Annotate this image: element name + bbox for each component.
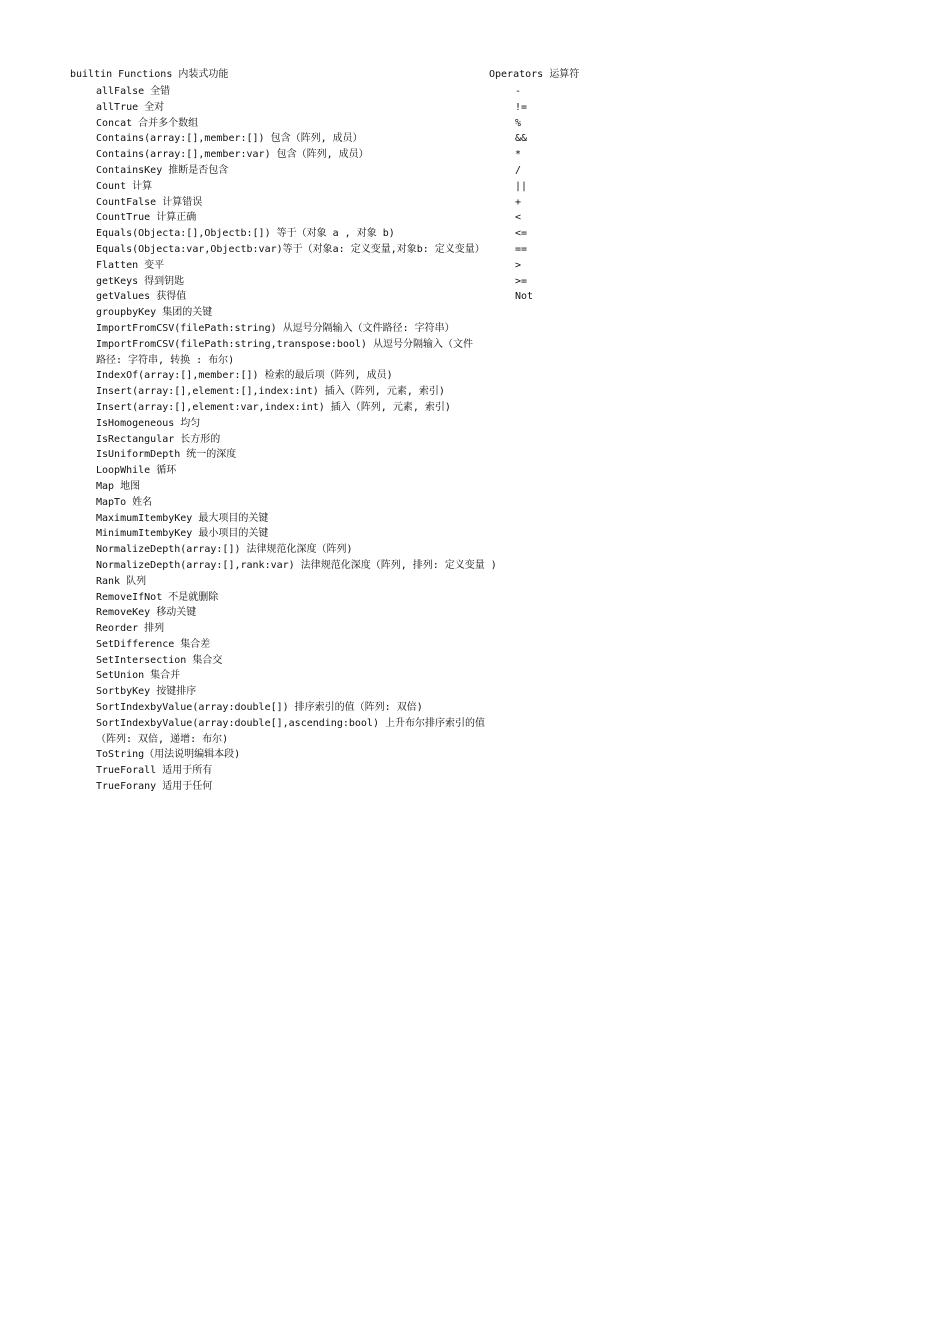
operator-list-item: || (515, 180, 528, 192)
function-list-item: IsRectangular 长方形的 (96, 433, 221, 445)
operator-list-item: == (515, 243, 528, 255)
function-list-item: allTrue 全对 (96, 101, 165, 113)
operator-list-item: >= (515, 275, 528, 287)
function-list-item: RemoveKey 移动关键 (96, 607, 197, 619)
operator-list-item: Not (515, 291, 534, 303)
function-list-item: RemoveIfNot 不是就删除 (96, 591, 219, 603)
function-list-item: Contains(array:[],member:[]) 包含（阵列, 成员） (96, 133, 363, 145)
function-list-item: Flatten 变平 (96, 259, 165, 271)
function-list-item: groupbyKey 集团的关键 (96, 307, 213, 319)
operator-list-item: % (515, 117, 522, 129)
function-list-item: TrueForany 适用于任何 (96, 781, 213, 793)
function-list-item: Equals(Objecta:[],Objectb:[]) 等于（对象 a , 对象 b) (96, 228, 395, 240)
operator-list-item: + (515, 196, 522, 208)
function-list-item: SetUnion 集合并 (96, 670, 181, 682)
function-list-item: （阵列: 双倍, 递增: 布尔) (96, 733, 229, 745)
function-list-item: allFalse 全错 (96, 86, 171, 97)
operator-list-item: && (515, 133, 528, 145)
function-list-item: getKeys 得到钥匙 (96, 275, 185, 287)
function-list-item: IsUniformDepth 统一的深度 (96, 449, 237, 461)
function-list-item: LoopWhile 循环 (96, 465, 177, 477)
operator-list-item: * (515, 149, 522, 161)
function-list-item: ImportFromCSV(filePath:string,transpose:bool) 从逗号分隔输入（文件 (96, 338, 473, 350)
builtin-functions-heading: builtin Functions 内装式功能 (70, 69, 229, 80)
function-list-item: IsHomogeneous 均匀 (96, 417, 201, 429)
function-list-item: Concat 合并多个数组 (96, 117, 199, 129)
function-list-item: IndexOf(array:[],member:[]) 检索的最后项（阵列, 成员) (96, 370, 393, 382)
function-list-item: MaximumItembyKey 最大项目的关键 (96, 512, 269, 524)
function-list-item: SetDifference 集合差 (96, 638, 211, 650)
operator-list-item: != (515, 101, 528, 113)
function-list-item: Map 地图 (96, 480, 141, 492)
function-list-item: Contains(array:[],member:var) 包含（阵列, 成员） (96, 149, 369, 161)
function-list-item: Insert(array:[],element:var,index:int) 插入（阵列, 元素, 索引) (96, 401, 451, 413)
function-list-item: TrueForall 适用于所有 (96, 765, 213, 777)
operator-list-item: <= (515, 228, 528, 240)
functions-list (96, 84, 516, 795)
function-list-item: SortbyKey 按键排序 (96, 686, 197, 698)
operators-heading: Operators 运算符 (489, 69, 580, 80)
function-list-item: Rank 队列 (96, 575, 147, 587)
function-list-item: MinimumItembyKey 最小项目的关键 (96, 528, 269, 540)
function-list-item: NormalizeDepth(array:[]) 法律规范化深度（阵列) (96, 544, 353, 556)
function-list-item: CountTrue 计算正确 (96, 212, 197, 224)
function-list-item: ToString（用法说明编辑本段) (96, 749, 241, 761)
operator-list-item: < (515, 212, 522, 224)
function-list-item: MapTo 姓名 (96, 496, 153, 508)
function-list-item: getValues 获得值 (96, 291, 187, 303)
function-list-item: 路径: 字符串, 转换 : 布尔) (96, 354, 235, 366)
function-list-item: NormalizeDepth(array:[],rank:var) 法律规范化深度（阵列, 排列: 定义变量 ) (96, 559, 497, 571)
function-list-item: CountFalse 计算错误 (96, 196, 203, 208)
operator-list-item: - (515, 86, 522, 97)
operator-list-item: / (515, 164, 522, 176)
function-list-item: ContainsKey 推断是否包含 (96, 164, 229, 176)
function-list-item: SortIndexbyValue(array:double[]) 排序索引的值（阵列: 双倍) (96, 702, 423, 714)
function-list-item: Equals(Objecta:var,Objectb:var)等于（对象a: 定义变量,对象b: 定义变量） (96, 243, 485, 255)
function-list-item: SortIndexbyValue(array:double[],ascending:bool) 上升布尔排序索引的值 (96, 717, 485, 729)
operator-list-item: > (515, 259, 522, 271)
function-list-item: SetIntersection 集合交 (96, 654, 223, 666)
function-list-item: Reorder 排列 (96, 623, 165, 635)
function-list-item: Count 计算 (96, 180, 153, 192)
function-list-item: Insert(array:[],element:[],index:int) 插入（阵列, 元素, 索引) (96, 386, 445, 398)
function-list-item: ImportFromCSV(filePath:string) 从逗号分隔输入（文件路径: 字符串） (96, 322, 455, 334)
operators-list (515, 84, 575, 305)
